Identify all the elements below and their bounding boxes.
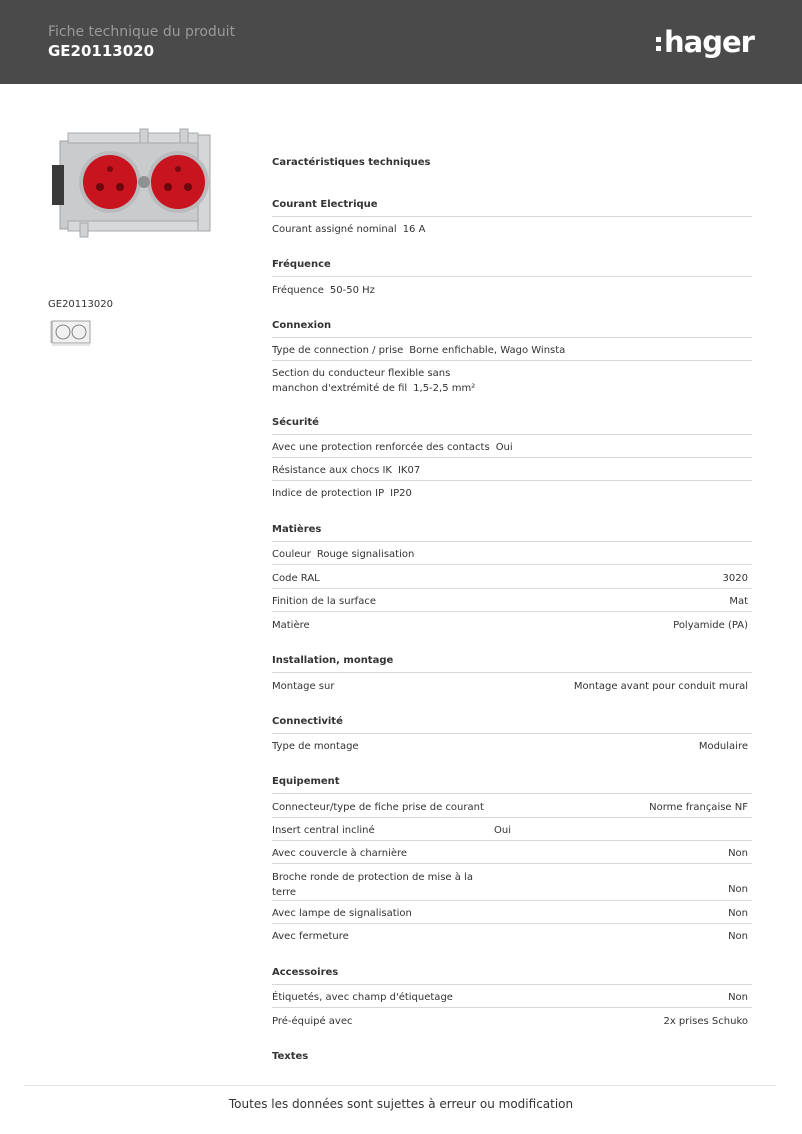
section-title-securite: Sécurité xyxy=(272,417,752,428)
section-title-courant: Courant Electrique xyxy=(272,199,752,210)
section-title-installation: Installation, montage xyxy=(272,655,752,666)
hager-logo xyxy=(656,22,754,62)
section-title-textes: Textes xyxy=(272,1051,309,1062)
double-socket-red-image xyxy=(48,125,214,240)
section-title-matieres: Matières xyxy=(272,524,752,535)
section-title-accessoires: Accessoires xyxy=(272,967,752,978)
section-title-connectivite: Connectivité xyxy=(272,716,752,727)
product-code: GE20113020 xyxy=(48,299,113,310)
footer-divider xyxy=(24,1085,776,1086)
specs-heading: Caractéristiques techniques xyxy=(272,157,431,168)
section-title-frequence: Fréquence xyxy=(272,259,752,270)
logo-dots-icon xyxy=(656,37,661,51)
page-header xyxy=(0,0,802,84)
section-title-equipement: Equipement xyxy=(272,776,752,787)
header-subtitle: Fiche technique du produit xyxy=(48,24,236,40)
footer-disclaimer: Toutes les données sont sujettes à erreur ou modification xyxy=(228,1097,574,1111)
dimension-drawing-thumbnail[interactable] xyxy=(50,318,92,348)
logo-wordmark: hager xyxy=(664,25,754,59)
header-title: GE20113020 xyxy=(48,42,155,60)
section-title-connexion: Connexion xyxy=(272,320,752,331)
